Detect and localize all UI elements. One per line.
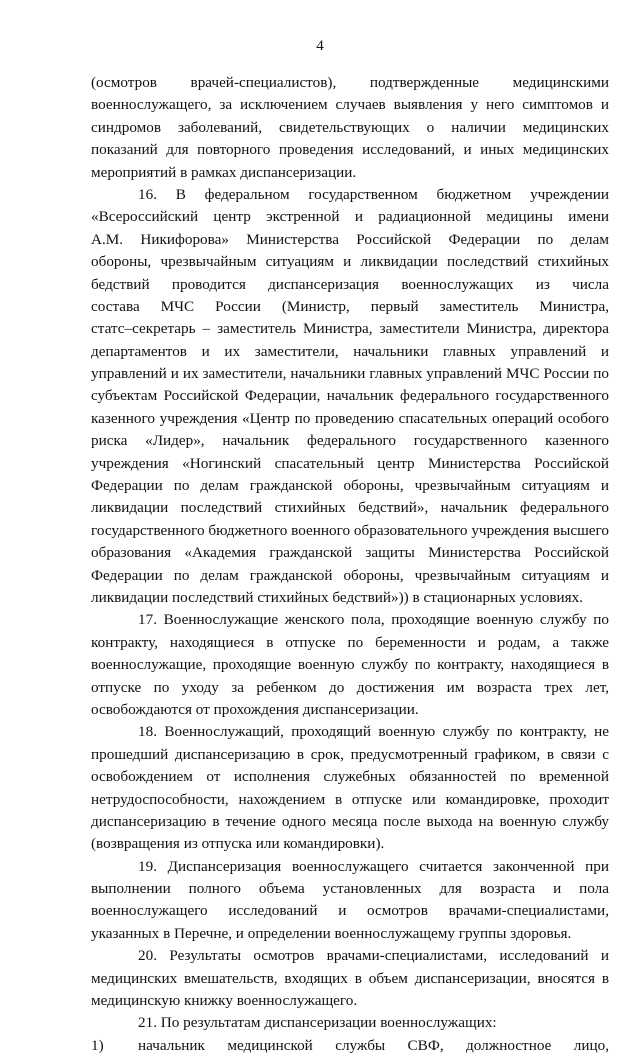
text-line: состава МЧС России (Министр, первый заместитель Министра, — [91, 297, 609, 315]
text-line: контракту, находящиеся в отпуске по беременности и родам, а также — [91, 633, 609, 651]
text-line: военнослужащие, проходящие военную службу по контракту, находящиеся в — [91, 656, 609, 674]
text-line: учреждения «Ногинский спасательный центр Министерства Российской — [91, 454, 609, 472]
page-number: 4 — [316, 38, 324, 54]
text-line: (возвращения из отпуска или командировки). — [91, 835, 385, 853]
text-line: статс–секретарь – заместитель Министра, заместители Министра, директора — [91, 320, 609, 338]
text-line: образования «Академия гражданской защиты Министерства Российской — [91, 544, 609, 562]
text-line: риска «Лидер», начальник федерального государственного казенного — [91, 432, 609, 450]
text-line: Федерации по делам гражданской обороны, чрезвычайным ситуациям и — [91, 566, 609, 584]
text-line: А.М. Никифорова» Министерства Российской Федерации по делам — [91, 230, 609, 248]
text-line: выполнении полного объема установленных для возраста и пола — [91, 880, 609, 898]
text-line: мероприятий в рамках диспансеризации. — [91, 163, 357, 181]
text-line: «Всероссийский центр экстренной и радиационной медицины имени — [91, 208, 609, 226]
text-line: ликвидации последствий стихийных бедствий»)) в стационарных условиях. — [91, 588, 583, 606]
text-line: департаментов и их заместители, начальники главных управлений и — [91, 342, 609, 360]
text-line: показаний для повторного проведения исследований, и иных медицинских — [91, 141, 609, 159]
list-item — [91, 1035, 609, 1057]
list-item-number: 1) — [91, 1036, 104, 1054]
text-line: 19. Диспансеризация военнослужащего считается законченной при — [138, 857, 609, 875]
text-line: синдромов заболеваний, свидетельствующих о наличии медицинских — [91, 118, 609, 136]
text-line: отпуске по уходу за ребенком до достижения им возраста трех лет, — [91, 678, 609, 696]
text-line: 21. По результатам диспансеризации военнослужащих: — [138, 1014, 497, 1032]
text-line: (осмотров врачей-специалистов), подтвержденные медицинскими — [91, 74, 609, 91]
text-line: освобождением от исполнения служебных обязанностей по временной — [91, 768, 609, 786]
text-line: прошедший диспансеризацию в срок, предусмотренный графиком, в связи с — [91, 745, 609, 763]
text-line: 16. В федеральном государственном бюджетном учреждении — [138, 185, 609, 203]
text-line: управлений и их заместители, начальники главных управлений МЧС России по — [91, 365, 609, 383]
text-line: казенного учреждения «Центр по проведению спасательных операций особого — [91, 409, 609, 427]
text-line: 18. Военнослужащий, проходящий военную службу по контракту, не — [138, 723, 609, 741]
text-line: 20. Результаты осмотров врачами-специалистами, исследований и — [138, 947, 609, 965]
text-line: обороны, чрезвычайным ситуациям и ликвидации последствий стихийных — [91, 253, 609, 271]
text-line: указанных в Перечне, и определении военнослужащему группы здоровья. — [91, 924, 572, 942]
text-line: государственного бюджетного военного образовательного учреждения высшего — [91, 521, 609, 539]
text-line: медицинскую книжку военнослужащего. — [91, 992, 358, 1010]
text-line: 17. Военнослужащие женского пола, проходящие военную службу по — [138, 611, 609, 629]
text-line: медицинских вмешательств, входящих в объем диспансеризации, вносятся в — [91, 969, 609, 987]
document-body — [91, 72, 609, 1057]
text-line: военнослужащего, за исключением случаев выявления у него симптомов и — [91, 96, 609, 114]
text-line: освобождаются от прохождения диспансеризации. — [91, 700, 419, 718]
text-line: нетрудоспособности, нахождением в отпуске или командировке, проходит — [91, 790, 609, 808]
text-line: диспансеризацию в течение одного месяца после выхода на военную службу — [91, 812, 609, 830]
text-line: бедствий проводится диспансеризация военнослужащих из числа — [91, 275, 609, 293]
list-item-text: начальник медицинской службы СВФ, должностное лицо, — [138, 1036, 609, 1054]
text-line: военнослужащего исследований и осмотров врачами-специалистами, — [91, 902, 609, 920]
text-line: Федерации по делам гражданской обороны, чрезвычайным ситуациям и — [91, 477, 609, 495]
text-line: ликвидации последствий стихийных бедствий», начальник федерального — [91, 499, 609, 517]
text-line: субъектам Российской Федерации, начальник федерального государственного — [91, 387, 609, 405]
